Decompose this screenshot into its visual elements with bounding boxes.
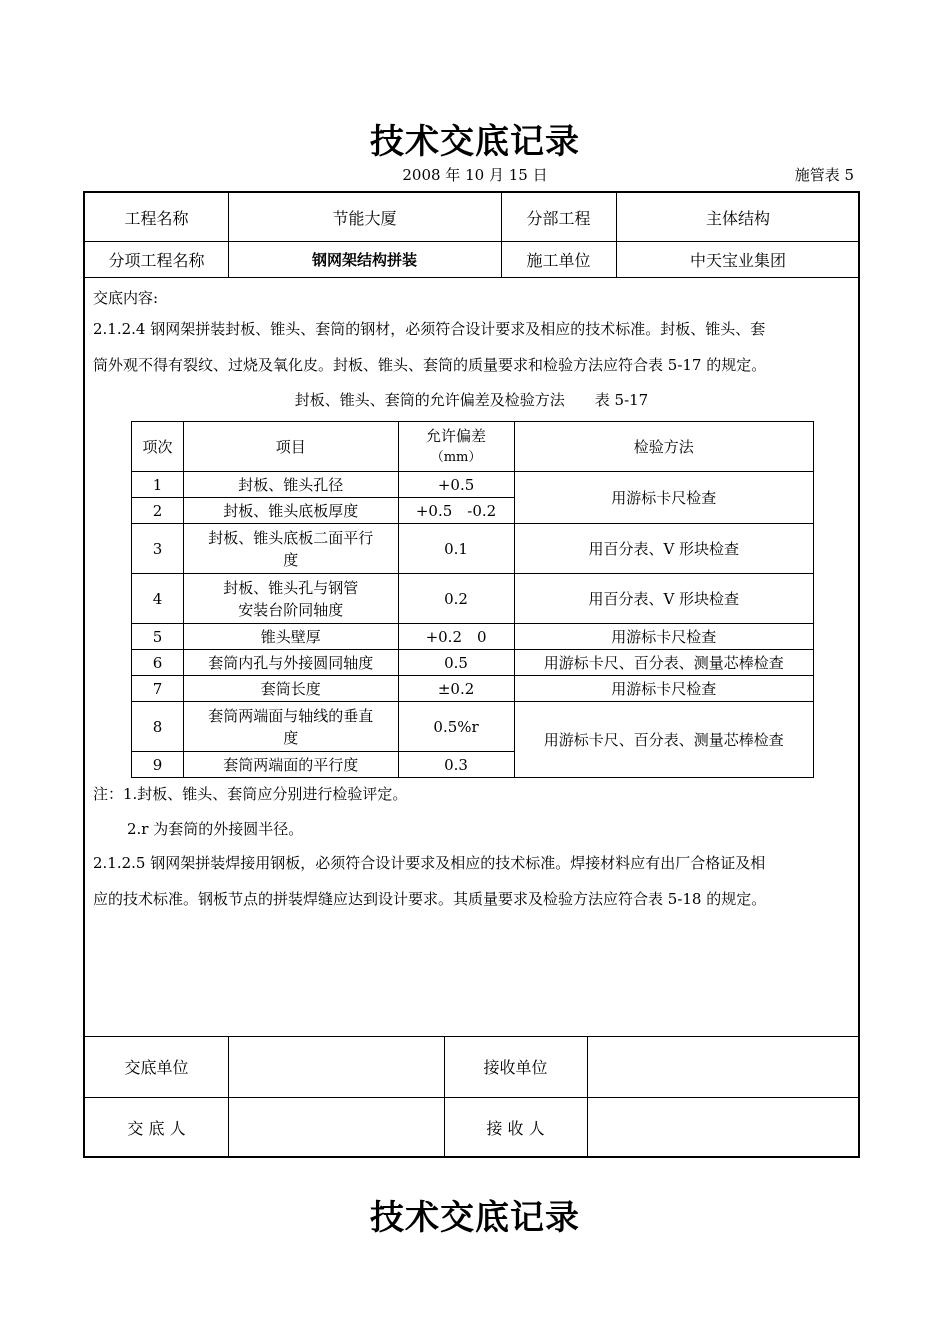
table-row [132, 702, 814, 752]
row-tolerance: +0.5 [398, 472, 514, 498]
document-title: 技术交底记录 [370, 122, 580, 162]
table-row [132, 574, 814, 624]
row-item-line: 封板、锥头孔与钢管 [223, 578, 359, 597]
table-row [132, 650, 814, 676]
table-caption: 封板、锥头、套筒的允许偏差及检验方法 表 5-17 [294, 391, 649, 409]
row-item-line: 度 [283, 550, 299, 569]
unit-label: 施工单位 [526, 250, 591, 270]
tolerance-table [131, 421, 814, 778]
row-item: 套筒内孔与外接圆同轴度 [183, 650, 398, 676]
row-method: 用百分表、V 形块检查 [514, 574, 813, 624]
form-number: 施管表 5 [794, 166, 854, 184]
unit-value: 中天宝业集团 [689, 250, 786, 270]
receiver-unit-label: 接收单位 [483, 1058, 548, 1077]
project-name-label: 工程名称 [124, 208, 189, 228]
row-number: 1 [132, 472, 184, 498]
column-header: 项目 [183, 422, 398, 472]
row-method: 用游标卡尺检查 [514, 472, 813, 524]
row-item [183, 524, 398, 574]
division-label: 分部工程 [526, 208, 591, 228]
subitem-value: 钢网架结构拼装 [311, 250, 417, 269]
row-item: 封板、锥头孔径 [183, 472, 398, 498]
row-item: 套筒长度 [183, 676, 398, 702]
column-header: 检验方法 [514, 422, 813, 472]
row-item [183, 574, 398, 624]
row-method: 用游标卡尺、百分表、测量芯棒检查 [514, 702, 813, 778]
row-method: 用游标卡尺检查 [514, 676, 813, 702]
receiver-label: 接 收 人 [486, 1119, 545, 1138]
table-row [132, 472, 814, 498]
table-header-row [132, 422, 814, 472]
row-method: 用百分表、V 形块检查 [514, 524, 813, 574]
table-row [132, 624, 814, 650]
issuer-field[interactable] [228, 1097, 444, 1158]
row-method: 用游标卡尺检查 [514, 624, 813, 650]
row-item-line: 封板、锥头底板二面平行 [208, 528, 374, 547]
row-item: 封板、锥头底板厚度 [183, 498, 398, 524]
table-row [132, 676, 814, 702]
row-tolerance: 0.3 [398, 752, 514, 778]
column-header: 项次 [132, 422, 184, 472]
paragraph-line: 2.1.2.5 钢网架拼装焊接用钢板，必须符合设计要求及相应的技术标准。焊接材料应有出厂合格证及相 [93, 854, 766, 872]
row-tolerance: ±0.2 [398, 676, 514, 702]
receiver-field[interactable] [587, 1097, 860, 1158]
row-number: 7 [132, 676, 184, 702]
record-form [83, 191, 860, 1158]
row-item-line: 安装台阶同轴度 [238, 600, 344, 619]
row-item-line: 套筒两端面与轴线的垂直 [208, 706, 374, 725]
next-page-title: 技术交底记录 [370, 1198, 580, 1238]
document-date: 2008 年 10 月 15 日 [402, 166, 548, 184]
row-item: 锥头壁厚 [183, 624, 398, 650]
row-number: 9 [132, 752, 184, 778]
row-number: 4 [132, 574, 184, 624]
row-tolerance: 0.5 [398, 650, 514, 676]
row-tolerance: 0.1 [398, 524, 514, 574]
row-tolerance: +0.5 -0.2 [398, 498, 514, 524]
row-number: 8 [132, 702, 184, 752]
content-label: 交底内容: [93, 289, 159, 307]
row-item-line: 度 [283, 728, 299, 747]
note-line: 2.r 为套筒的外接圆半径。 [127, 820, 304, 838]
row-method: 用游标卡尺、百分表、测量芯棒检查 [514, 650, 813, 676]
paragraph-line: 应的技术标准。钢板节点的拼装焊缝应达到设计要求。其质量要求及检验方法应符合表 5-18 的规定。 [93, 890, 767, 908]
row-number: 3 [132, 524, 184, 574]
paragraph-line: 2.1.2.4 钢网架拼装封板、锥头、套筒的钢材，必须符合设计要求及相应的技术标准。封板、锥头、套 [93, 320, 766, 338]
row-item [183, 702, 398, 752]
row-item: 套筒两端面的平行度 [183, 752, 398, 778]
row-tolerance: 0.5%r [398, 702, 514, 752]
subitem-label: 分项工程名称 [108, 250, 205, 270]
division-value: 主体结构 [705, 208, 770, 228]
column-header-line: （mm） [430, 449, 482, 465]
column-header [398, 422, 514, 472]
divider [85, 277, 858, 278]
issuer-unit-label: 交底单位 [124, 1058, 189, 1077]
row-tolerance: 0.2 [398, 574, 514, 624]
issuer-unit-field[interactable] [228, 1036, 444, 1097]
row-number: 6 [132, 650, 184, 676]
row-tolerance: +0.2 0 [398, 624, 514, 650]
column-header-line: 允许偏差 [426, 426, 487, 445]
note-line: 注：1.封板、锥头、套筒应分别进行检验评定。 [93, 785, 408, 803]
paragraph-line: 筒外观不得有裂纹、过烧及氧化皮。封板、锥头、套筒的质量要求和检验方法应符合表 5-17 的规定。 [93, 356, 767, 374]
row-number: 2 [132, 498, 184, 524]
issuer-label: 交 底 人 [127, 1119, 186, 1138]
project-name-value: 节能大厦 [332, 208, 397, 228]
receiver-unit-field[interactable] [587, 1036, 860, 1097]
table-row [132, 524, 814, 574]
row-number: 5 [132, 624, 184, 650]
